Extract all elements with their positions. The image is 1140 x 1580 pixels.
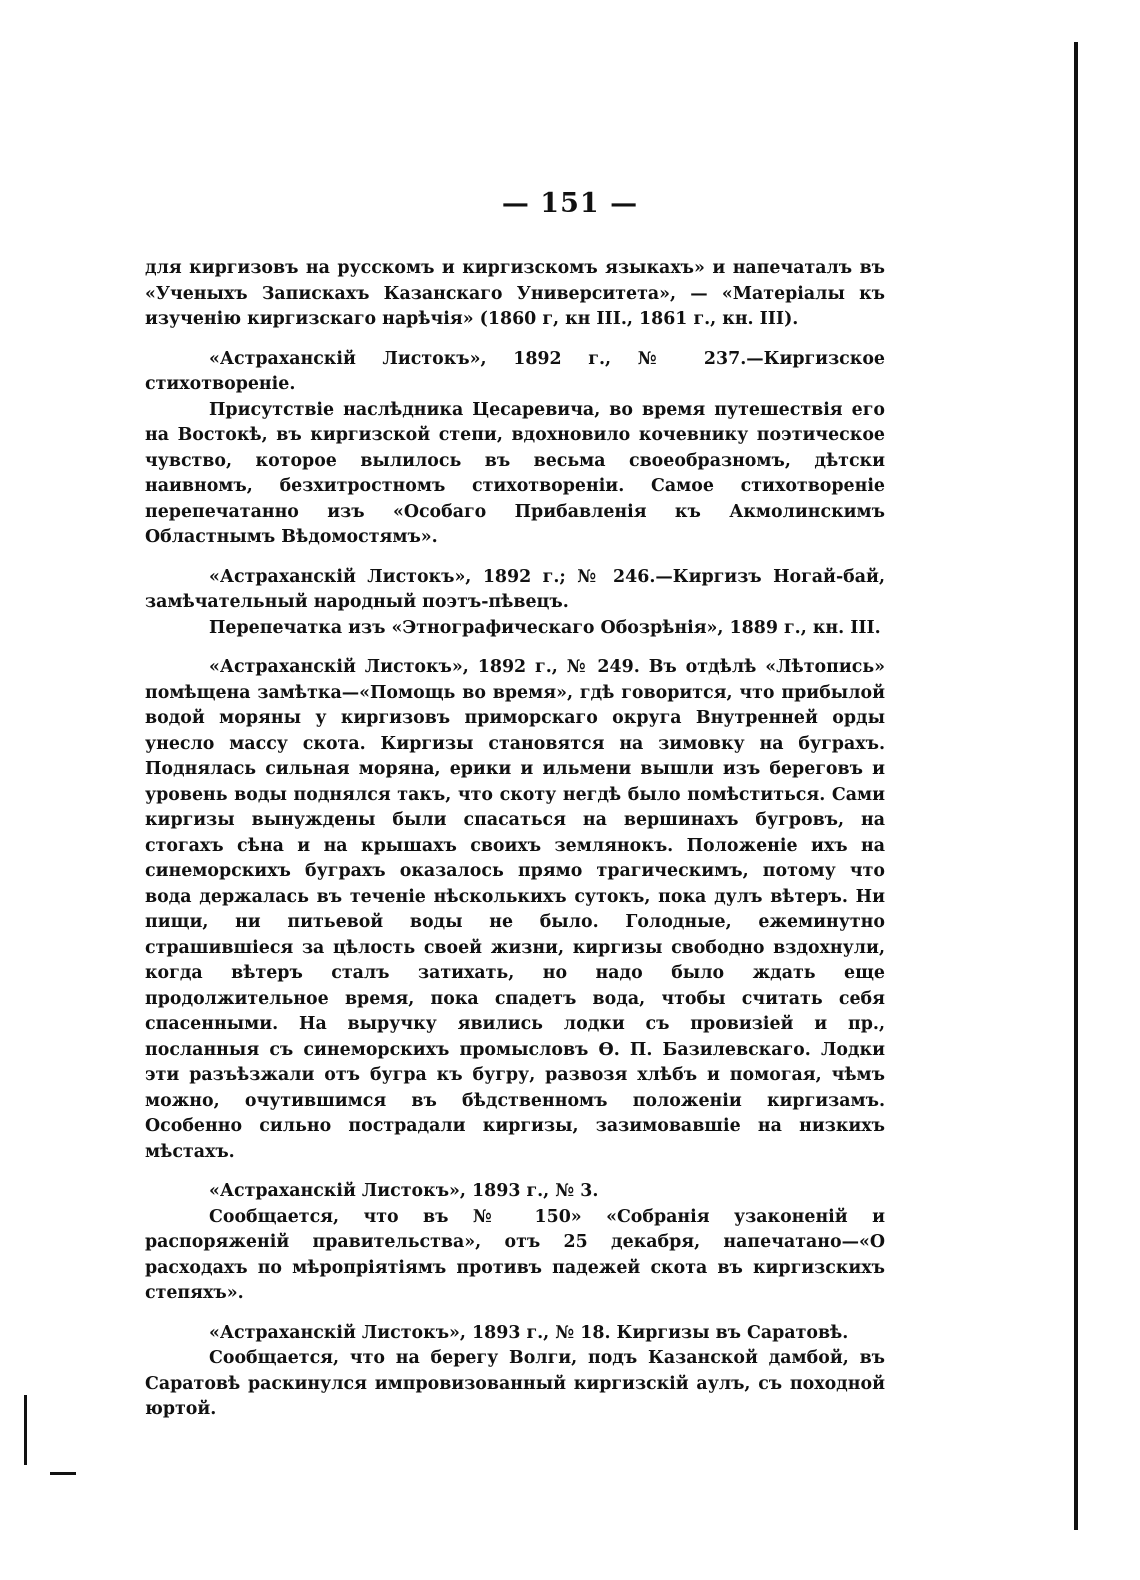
entry-body: Сообщается, что на берегу Волги, подъ Казанской дамбой, въ Саратовѣ раскинулся импровизованный киргизскій аулъ, съ походной юртой. <box>145 1348 885 1419</box>
entry-body: Сообщается, что въ № 150» «Собранія узаконеній и распоряженій правительства», отъ 25 декабря, напечатано—«О расходахъ по мѣропріятіямъ противъ падежей скота въ киргизскихъ степяхъ». <box>145 1206 885 1303</box>
margin-mark <box>50 1472 76 1475</box>
entry-paragraph: «Астраханскій Листокъ», 1892 г., № 249. Въ отдѣлѣ «Лѣтопись» помѣщена замѣтка—«Помощь во время», гдѣ говорится, что прибылой водой моряны у киргизовъ приморскаго округа Внутренней орды унесло массу скота. Киргизы становятся на зимовку на буграхъ. Поднялась сильная моряна, ерики и ильмени вышли изъ береговъ и уровень воды поднялся такъ, что скоту негдѣ было помѣститься. Сами киргизы вынуждены были спасаться на вершинахъ бугровъ, на стогахъ сѣна и на крышахъ своихъ землянокъ. Положеніе ихъ на синеморскихъ буграхъ оказалось прямо трагическимъ, потому что вода держалась въ теченіе нѣсколькихъ сутокъ, пока дулъ вѣтеръ. Ни пищи, ни питьевой воды не было. Голодные, ежеминутно страшившіеся за цѣлость своей жизни, киргизы свободно вздохнули, когда вѣтеръ сталъ затихать, но надо было ждать еще продолжительное время, пока спадетъ вода, чтобы считать себя спасенными. На выручку явились лодки съ провизіей и пр., посланныя съ синеморскихъ промысловъ Ѳ. П. Базилевскаго. Лодки эти разъѣзжали отъ бугра къ бугру, развозя хлѣбъ и помогая, чѣмъ можно, очутившимся въ бѣдственномъ положеніи киргизамъ. Особенно сильно пострадали киргизы, зазимовавшіе на низкихъ мѣстахъ. <box>145 657 885 1162</box>
entry-heading: «Астраханскій Листокъ», 1892 г., № 237.—Киргизское стихотвореніе. <box>145 348 885 394</box>
entry-heading: «Астраханскій Листокъ», 1893 г., № 18. Киргизы въ Саратовѣ. <box>209 1322 849 1343</box>
paragraph-intro: для киргизовъ на русскомъ и киргизскомъ языкахъ» и напечаталъ въ «Ученыхъ Запискахъ Казанскаго Университета», — «Матеріалы къ изученію киргизскаго нарѣчія» (1860 г, кн III., 1861 г., кн. III). <box>145 258 885 329</box>
entry-body: Перепечатка изъ «Этнографическаго Обозрѣнія», 1889 г., кн. III. <box>209 617 881 638</box>
margin-rule <box>24 1395 27 1465</box>
entry-body: Присутствіе наслѣдника Цесаревича, во время путешествія его на Востокѣ, въ киргизской степи, вдохновило кочевнику поэтическое чувство, которое вылилось въ весьма своеобразномъ, дѣтски наивномъ, безхитростномъ стихотвореніи. Самое стихотвореніе перепечатанно изъ «Особаго Прибавленія къ Акмолинскимъ Областнымъ Вѣдомостямъ». <box>145 399 885 547</box>
entry-heading: «Астраханскій Листокъ», 1893 г., № 3. <box>209 1181 599 1201</box>
entry-heading: «Астраханскій Листокъ», 1892 г.; № 246.—Киргизъ Ногай-бай, замѣчательный народный поэтъ-пѣвецъ. <box>145 566 885 612</box>
page-edge-rule <box>1074 42 1078 1530</box>
page-number: — 151 — <box>501 188 639 219</box>
body-text <box>145 256 885 1423</box>
